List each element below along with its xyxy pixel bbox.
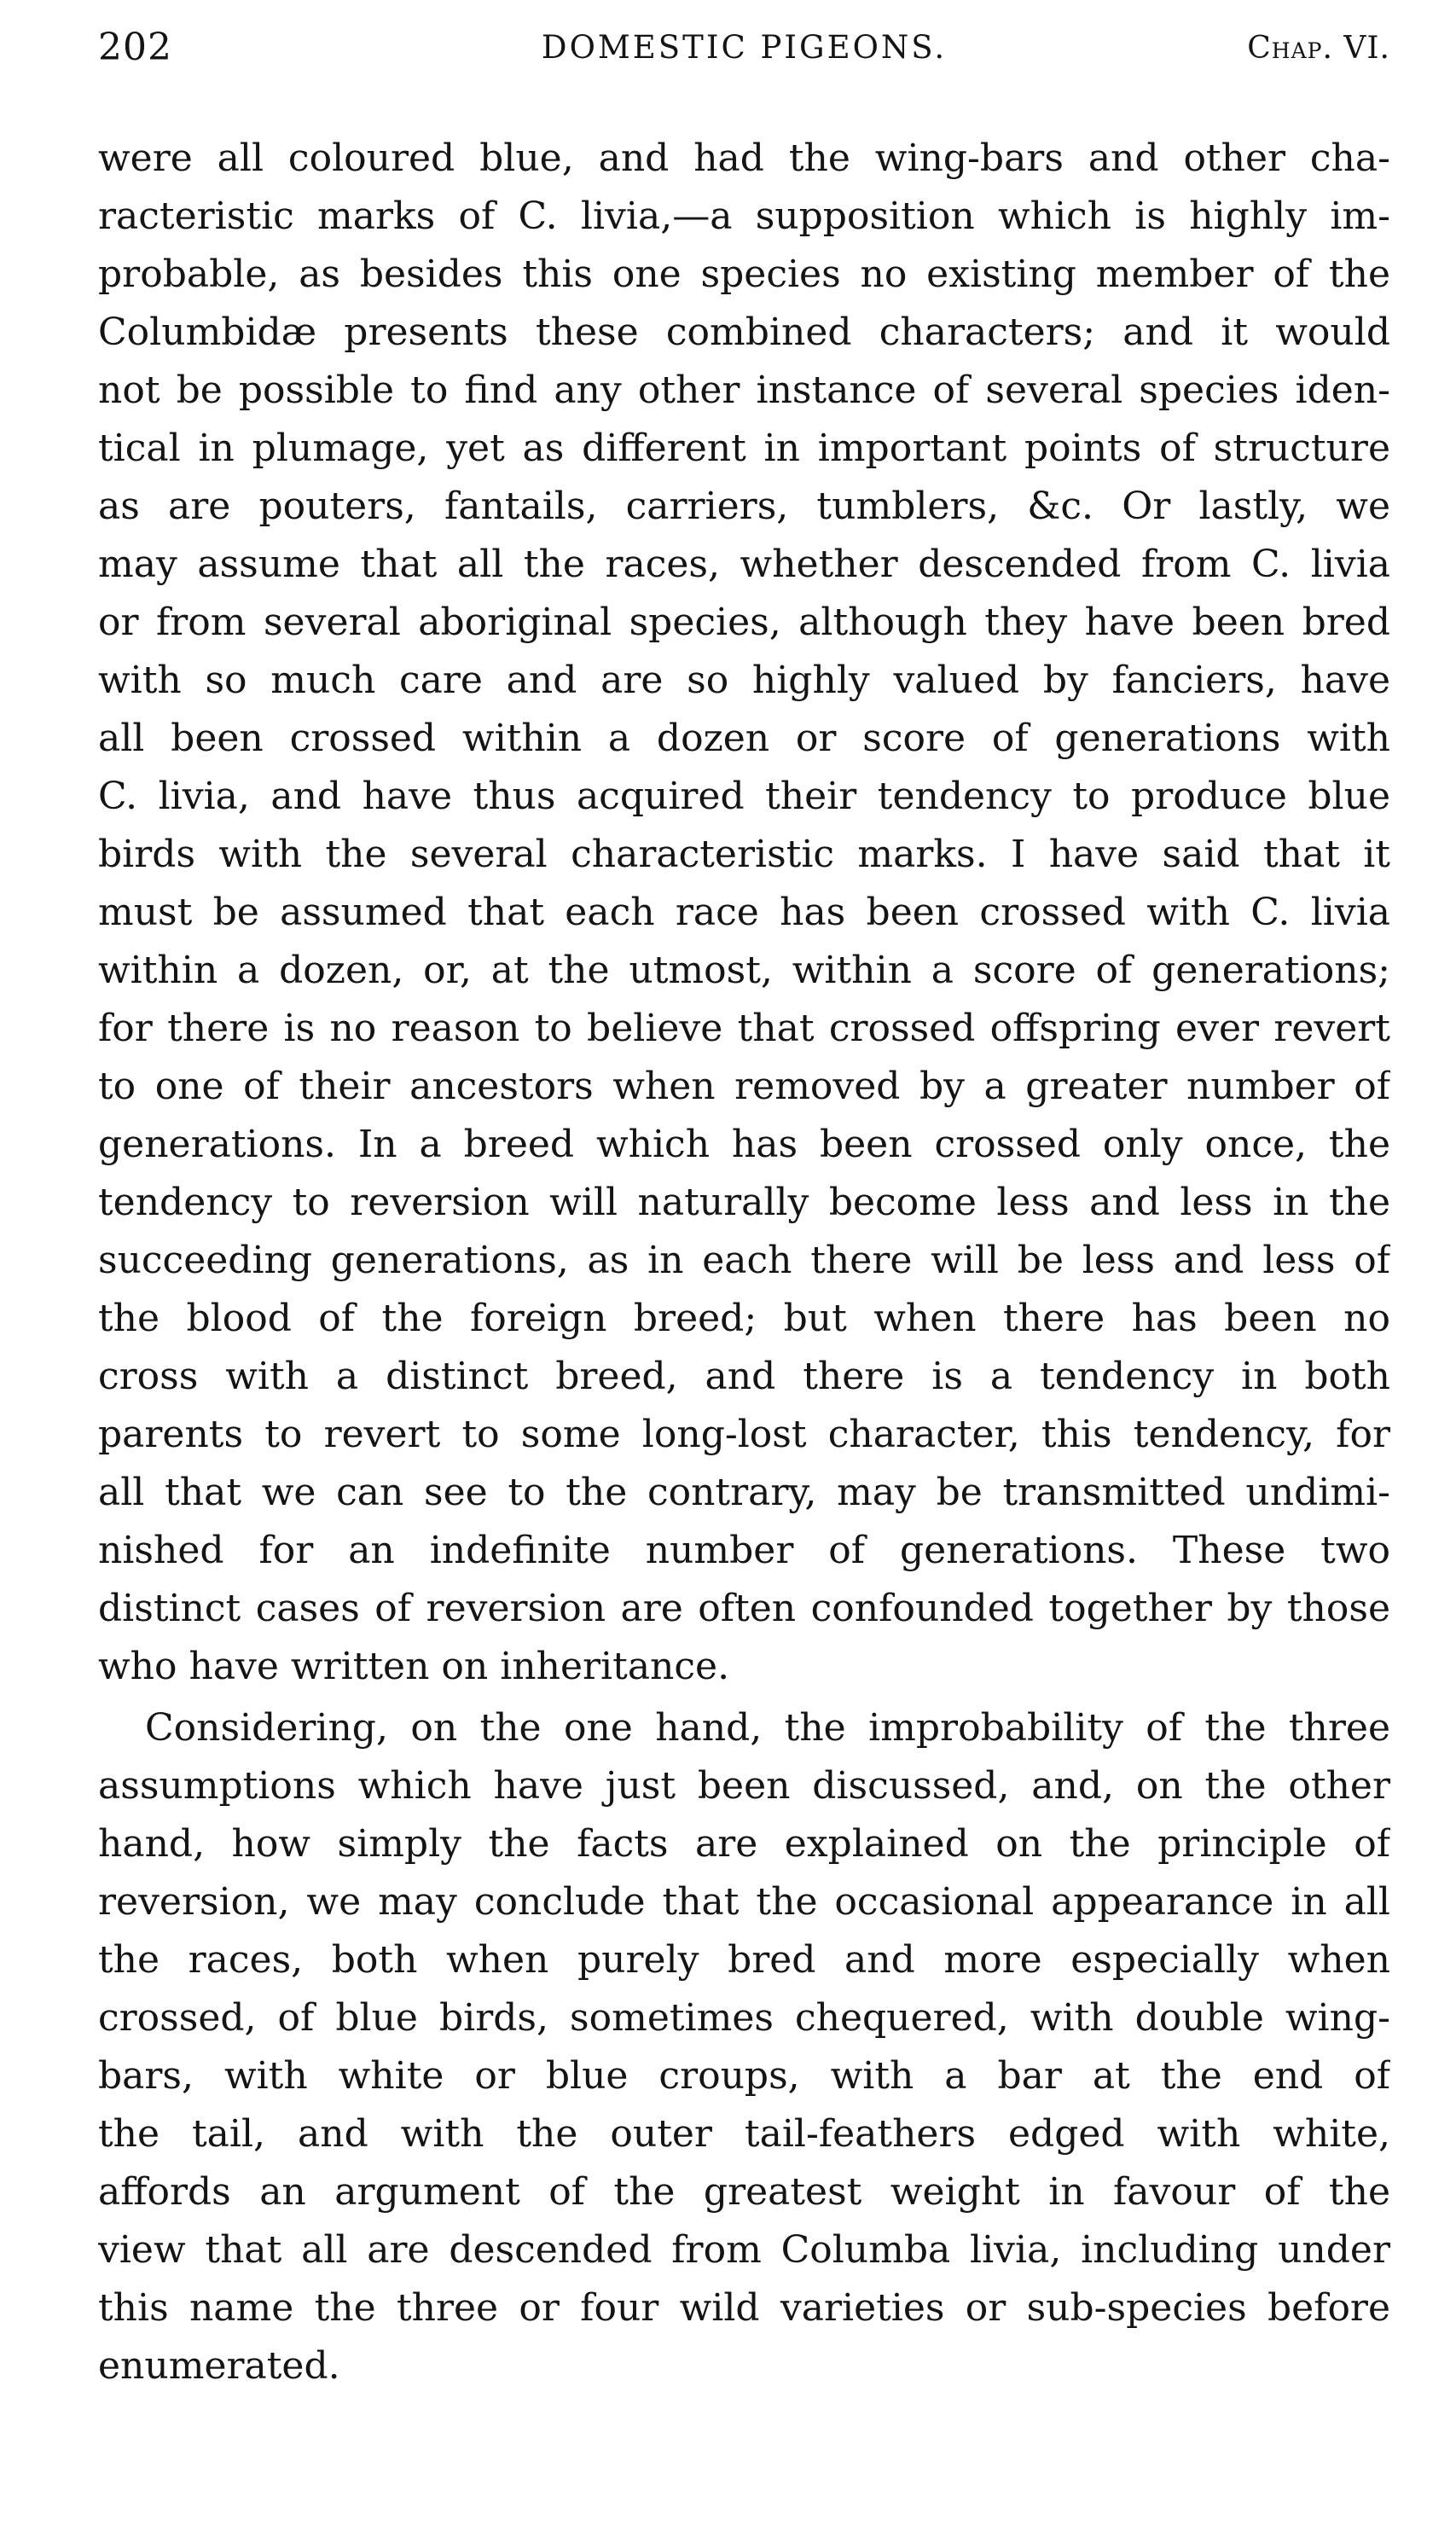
text-line: affords an argument of the greatest weight in favour of the: [98, 2170, 1390, 2214]
text-line: as are pouters, fantails, carriers, tumblers, &c. Or lastly, we: [98, 485, 1390, 528]
text-line: or from several aboriginal species, although they have been bred: [98, 601, 1390, 644]
body-text: [98, 130, 1390, 2395]
text-line: were all coloured blue, and had the wing-bars and other cha-: [98, 136, 1390, 180]
text-line: the tail, and with the outer tail-feathers edged with white,: [98, 2112, 1390, 2156]
text-line: must be assumed that each race has been crossed with C. livia: [98, 891, 1390, 934]
paragraph-2: [98, 1699, 1390, 2395]
text-line: with so much care and are so highly valued by fanciers, have: [98, 659, 1390, 702]
text-line: all been crossed within a dozen or score of generations with: [98, 717, 1390, 760]
text-line: assumptions which have just been discussed, and, on the other: [98, 1764, 1390, 1808]
text-line: view that all are descended from Columba livia, including under: [98, 2228, 1390, 2272]
text-line: hand, how simply the facts are explained on the principle of: [98, 1822, 1390, 1866]
text-line: crossed, of blue birds, sometimes chequered, with double wing-: [98, 1996, 1390, 2040]
text-line: may assume that all the races, whether descended from C. livia: [98, 543, 1390, 586]
text-line: bars, with white or blue croups, with a bar at the end of: [98, 2054, 1390, 2098]
text-line: Columbidæ presents these combined characters; and it would: [98, 311, 1390, 354]
text-line: racteristic marks of C. livia,—a supposition which is highly im-: [98, 194, 1390, 238]
text-line: tical in plumage, yet as different in important points of structure: [98, 427, 1390, 470]
text-line: to one of their ancestors when removed by a greater number of: [98, 1065, 1390, 1108]
running-title: DOMESTIC PIGEONS.: [541, 29, 948, 66]
text-line: parents to revert to some long-lost character, this tendency, for: [98, 1413, 1390, 1456]
text-line: tendency to reversion will naturally become less and less in the: [98, 1181, 1390, 1224]
text-line: enumerated.: [98, 2344, 340, 2388]
text-line: probable, as besides this one species no existing member of the: [98, 253, 1390, 296]
text-line: cross with a distinct breed, and there is a tendency in both: [98, 1355, 1390, 1398]
text-line: the races, both when purely bred and more especially when: [98, 1938, 1390, 1982]
text-line: reversion, we may conclude that the occasional appearance in all: [98, 1880, 1390, 1924]
text-line: for there is no reason to believe that crossed offspring ever revert: [98, 1007, 1390, 1050]
text-line: distinct cases of reversion are often confounded together by those: [98, 1587, 1390, 1630]
text-line: generations. In a breed which has been crossed only once, the: [98, 1123, 1390, 1166]
chapter-label: Chap. VI.: [1247, 31, 1390, 66]
text-line: nished for an indefinite number of generations. These two: [98, 1529, 1390, 1572]
paragraph-1: [98, 130, 1390, 1696]
text-line: the blood of the foreign breed; but when there has been no: [98, 1297, 1390, 1340]
text-line: who have written on inheritance.: [98, 1645, 730, 1688]
page-number: 202: [98, 26, 172, 69]
running-head: [98, 26, 1390, 77]
text-line: this name the three or four wild varieties or sub-species before: [98, 2286, 1390, 2330]
text-line: succeeding generations, as in each there will be less and less of: [98, 1239, 1390, 1282]
text-line: all that we can see to the contrary, may be transmitted undimi-: [98, 1471, 1390, 1514]
text-line: not be possible to find any other instance of several species iden-: [98, 369, 1390, 412]
text-line: Considering, on the one hand, the improbability of the three: [145, 1706, 1390, 1750]
text-line: C. livia, and have thus acquired their tendency to produce blue: [98, 775, 1390, 818]
text-line: birds with the several characteristic marks. I have said that it: [98, 833, 1390, 876]
text-line: within a dozen, or, at the utmost, within a score of generations;: [98, 949, 1390, 992]
